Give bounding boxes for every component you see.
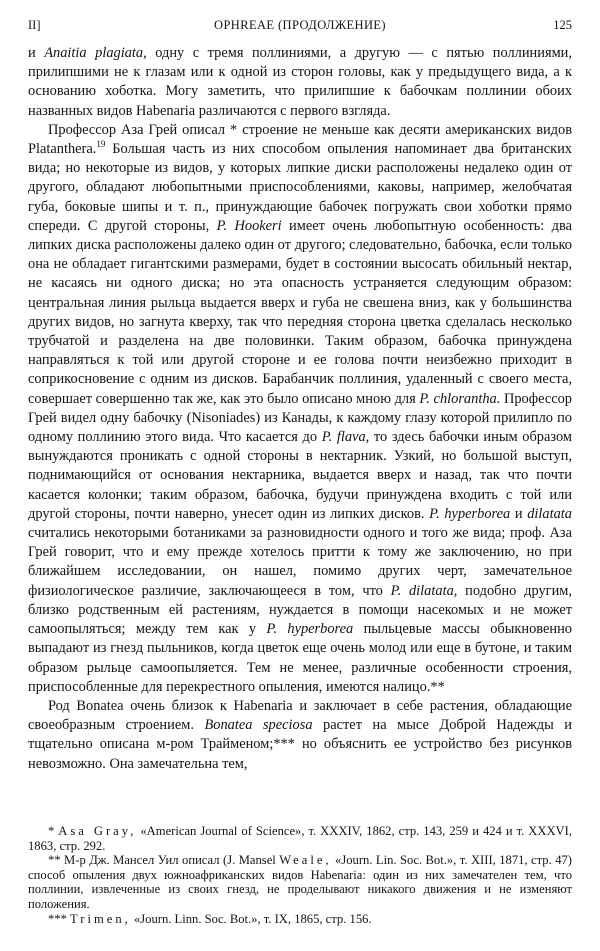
paragraph-platanthera [28,121,572,697]
text-run: Род Bonatea очень близок к Habenaria и заключает в себе растения, обладающие своеобразным строением. [28,697,572,734]
text-run: *** [48,911,71,926]
italic-run: Bonatea speciosa [204,717,313,734]
text-run: ** М-р Дж. Мансел Уил описал (J. Mansel [48,853,280,868]
text-run: Большая часть из них способом опыления напоминает два британских вида; но некоторые из видов, у которых липкие диски расположены недалеко один от другого, обладают любопытными приспособлениями, каковы, например, желобчатая губа, боковые шипы и т. п., принуждающие бабочек погружать свои хоботки прямо спереди. С другой стороны, [28,141,572,234]
footnote-1 [28,824,572,853]
footnotes [28,824,572,926]
text-run: * [48,824,59,838]
text-run: подобно другим, близко родственным ей растениям, нуждается в помощи насекомых и не может самоопыляться; между тем как у [28,582,572,638]
text-run: «Journ. Lin. Soc. Bot.», т. XIII, 1871, стр. 47) способ опыления двух южноафриканских видов Habenaria: один из них замечателен тем, что поллинии, извлеченные из своих гнезд, не проделывают никакого движения и не изменяют положения. [28,853,573,911]
italic-run: dilatata [527,505,572,522]
text-run: «Journ. Linn. Soc. Bot.», т. IX, 1865, стр. 156. [130,911,372,926]
text-run: имеет очень любопытную особенность: два липких диска расположены далеко один от другого; следовательно, бабочка, если только она не обладает гигантскими размерами, будет в состоянии высосать обильный нектар, не касаясь ни одного диска; но эта опасность устраняется следующим образом: центральная линия рыльца выдается вверх и губа не свешена вниз, как у большинства других видов, но загнута кверху, так что передняя сторона цветка сделалась несколько трубчатой и разделена на две половинки. Таким образом, бабочка принуждена направляться к той или другой стороне и ее голова почти неизбежно приходит в соприкосновение с одним из дисков. Барабанчик поллиния, удаленный с своего места, совершает совершенно так же, как это было описано мною для [28,217,572,407]
italic-run: P. flava, [321,429,370,446]
text-run: Trimen, [70,911,131,926]
text-run: одну с тремя поллиниями, а другую — с пятью поллиниями, прилипшими не к глазам или к одной из сторон головы, как у предыдущего вида, а к основанию хоботка. Могу заметить, что прилипшие к бабочкам поллинии обоих названных видов Habenaria различаются с первого взгляда. [28,45,572,119]
italic-run: P. hyperborea [266,621,354,638]
page-number: 125 [553,18,572,32]
text-run: Профессор Грей видел одну бабочку (Nisoniades) из Канады, к каждому глазу которой прилипло по одному поллинию этого вида. Что касается до [28,390,572,446]
running-title: ОРНREAE (ПРОДОЛЖЕНИЕ) [214,18,386,32]
italic-run: P. Hookeri [216,217,282,234]
text-run: Asa Gray, [58,824,137,838]
footnote-2 [28,853,572,911]
italic-run: Anaitia plagiata, [44,45,147,61]
footnote-3 [28,912,572,927]
text-run: считались некоторыми ботаниками за разновидности одного и того же вида; проф. Аза Грей говорит, что и ему прежде хотелось притти к тому же заключению, но при ближайшем исследовании, он нашел, помимо других черт, замечательное физиологическое различие, заключающееся в том, что [28,525,572,599]
paragraph-continued [28,44,572,121]
text-run: Профессор Аза Грей описал * строение не меньше как десяти американских видов Platanthera. [28,121,572,158]
text-run: и [510,505,528,522]
chapter-number: II] [28,18,41,32]
text-run: растет на мысе Доброй Надежды и тщательно описана м-ром Трайменом;*** но объяснить ее устройство без рисунков невозможно. Она замечательна тем, [28,717,572,772]
endnote-ref: 19 [96,139,106,150]
italic-run: P. chlorantha. [419,390,501,407]
text-run: и [28,45,45,61]
main-text [28,44,572,774]
text-run: пыльцевые массы обыкновенно выпадают из гнезд пыльников, когда цветок еще очень молод или еще в бутоне, и таким образом рыльце самоопыляется. Тем не менее, различные особенности строения, приспособленные для перекрестного опыления, имеются налицо.** [28,621,572,695]
italic-run: P. dilatata, [390,582,458,599]
running-header [28,18,572,36]
text-run: Weale, [279,853,332,868]
text-run: то здесь бабочки иным образом вынуждаются проникать с одной стороны в нектарник. Узкий, но большой выступ, поднимающийся от основания нектарника, выдается вверх и назад, так что почти касается колонки; таким образом, бабочка, будучи принуждена входить с той или другой стороны, почти наверно, унесет один из липких дисков. [28,429,572,522]
italic-run: P. hyperborea [429,505,511,522]
paragraph-bonatea [28,697,572,774]
text-run: «American Journal of Science», т. XXXIV, 1862, стр. 143, 259 и 424 и т. XXXVI, 1863, стр. 292. [28,824,572,853]
